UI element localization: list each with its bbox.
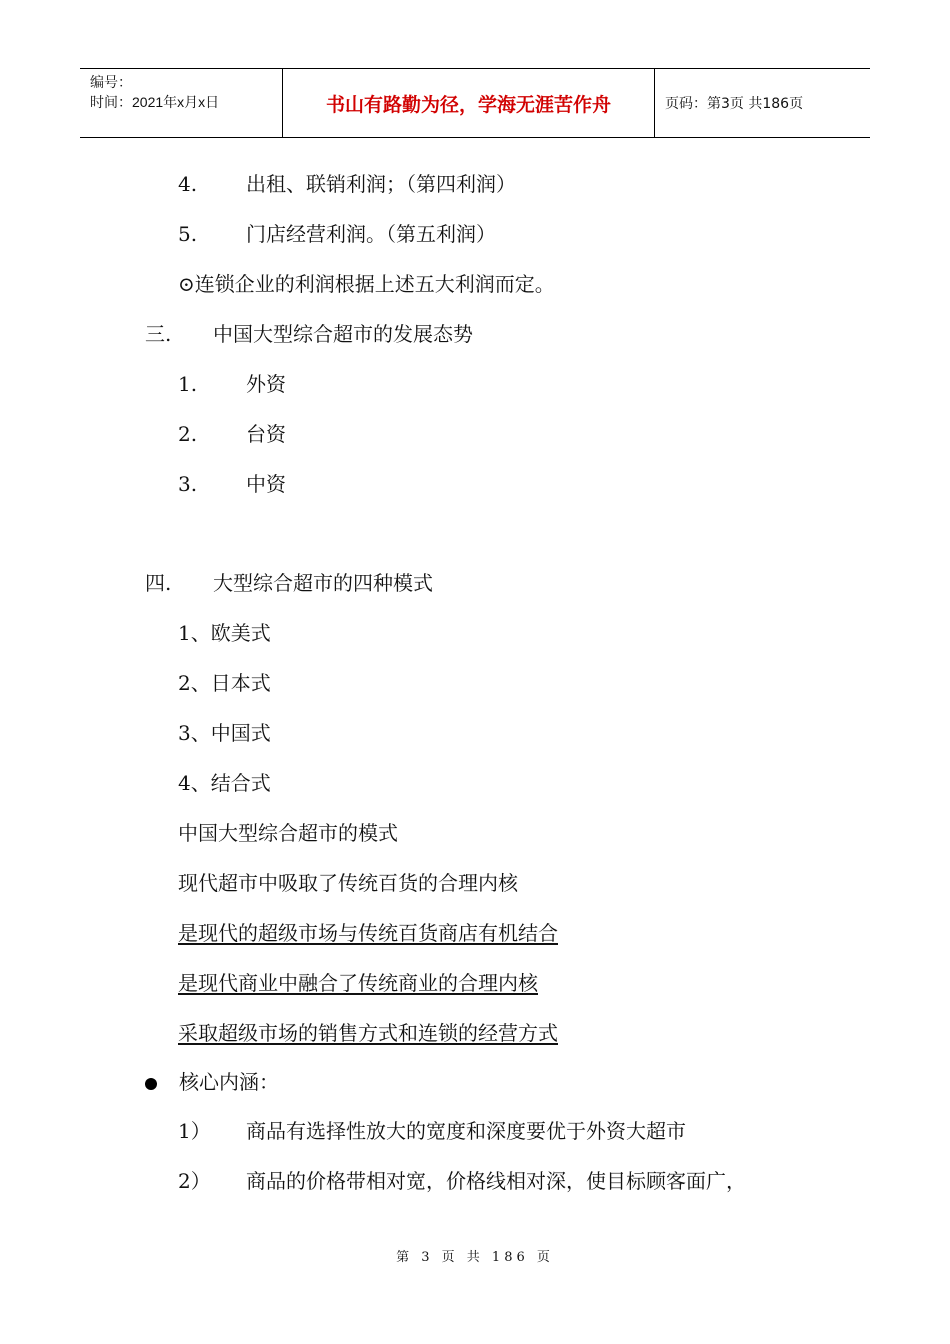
bullet-heading [145,1069,279,1095]
date-label: 时间：2021年x月x日 [90,94,220,110]
bullet-text: 核心内涵： [179,1070,279,1094]
paragraph: 中国大型综合超市的模式 [178,821,398,845]
section-number: 三. [145,322,172,346]
item-text: 中资 [246,472,286,496]
list-item [178,471,286,497]
list-item [178,171,516,197]
list-item: 4、结合式 [178,771,271,795]
item-text: 出租、联销利润；（第四利润） [246,172,516,196]
page-header [80,68,870,138]
section-title: 中国大型综合超市的发展态势 [213,322,473,346]
header-page-info: 页码：第3页 共186页 [665,96,804,112]
list-item [178,221,496,247]
list-item [178,1168,746,1194]
section-heading [145,570,433,596]
section-title: 大型综合超市的四种模式 [213,571,433,595]
header-motto: 书山有路勤为径，学海无涯苦作舟 [282,69,655,137]
page-footer: 第 3 页 共 186 页 [396,1250,554,1265]
list-item [178,1118,686,1144]
item-number: 3. [178,472,198,496]
item-text: 门店经营利润。（第五利润） [246,222,496,246]
underlined-paragraph: 采取超级市场的销售方式和连锁的经营方式 [178,1021,558,1045]
section-heading [145,321,473,347]
item-number: 2） [178,1169,211,1193]
underlined-paragraph: 是现代商业中融合了传统商业的合理内核 [178,971,538,995]
section-number: 四. [145,571,172,595]
header-meta [80,69,282,137]
item-number: 1） [178,1119,211,1143]
item-text: 商品有选择性放大的宽度和深度要优于外资大超市 [246,1119,686,1143]
underlined-paragraph: 是现代的超级市场与传统百货商店有机结合 [178,921,558,945]
item-number: 4. [178,172,198,196]
paragraph: 现代超市中吸取了传统百货的合理内核 [178,871,518,895]
list-item [178,421,286,447]
list-item: 2、日本式 [178,671,271,695]
item-number: 5. [178,222,198,246]
list-item [178,371,286,397]
item-number: 2. [178,422,198,446]
list-item: 3、中国式 [178,721,271,745]
list-item: 1、欧美式 [178,621,271,645]
item-text: 商品的价格带相对宽，价格线相对深，使目标顾客面广， [246,1169,746,1193]
bullet-icon [145,1078,157,1090]
item-number: 1. [178,372,198,396]
paragraph: ⊙连锁企业的利润根据上述五大利润而定。 [178,272,555,296]
item-text: 台资 [246,422,286,446]
item-text: 外资 [246,372,286,396]
code-label: 编号： [90,74,132,90]
